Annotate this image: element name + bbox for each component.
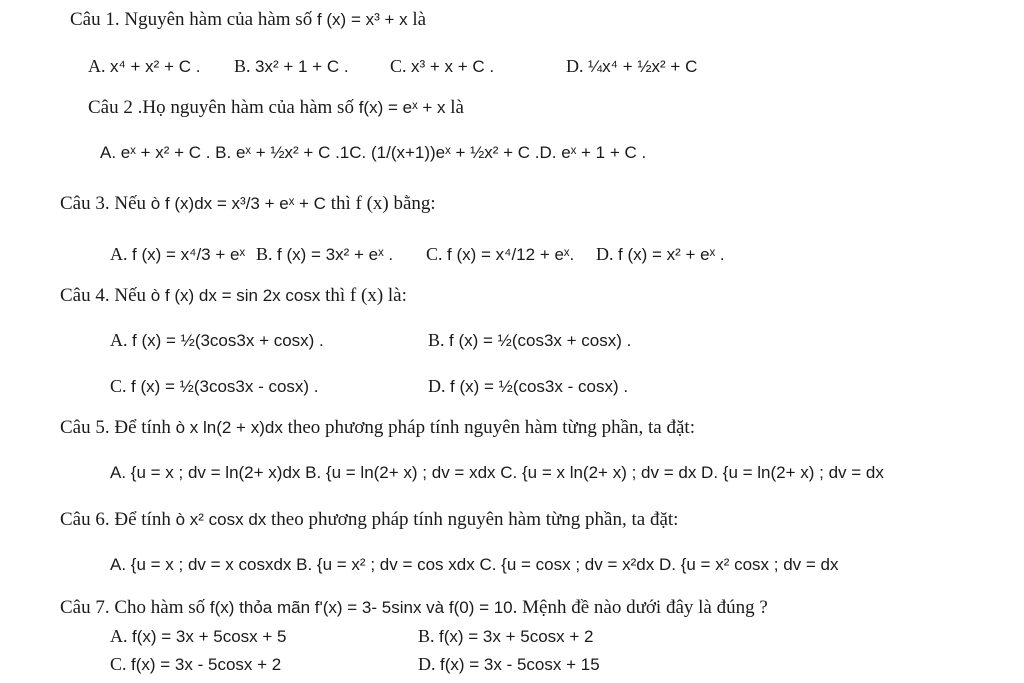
question-3-formula: ò f (x)dx = x³/3 + eˣ + C	[150, 194, 326, 213]
question-1-text: Câu 1. Nguyên hàm của hàm số	[70, 9, 317, 30]
question-1-option-c[interactable]: C. x³ + x + C .	[390, 56, 495, 76]
question-5-suffix: theo phương pháp tính nguyên hàm từng phần, ta đặt:	[282, 417, 695, 438]
question-3-stem	[60, 192, 436, 216]
question-4-option-a[interactable]: A. f (x) = ½(3cos3x + cosx) .	[110, 330, 324, 350]
question-1-option-a[interactable]: A. x⁴ + x² + C .	[88, 56, 201, 76]
question-1-option-d[interactable]: D. ¼x⁴ + ½x² + C	[566, 56, 698, 76]
question-7-stem	[60, 596, 768, 620]
question-7-option-c[interactable]: C. f(x) = 3x - 5cosx + 2	[110, 654, 282, 674]
question-7-text: Câu 7. Cho hàm số	[60, 597, 210, 618]
question-5-text: Câu 5. Để tính	[60, 417, 176, 438]
question-2-suffix: là	[445, 97, 464, 118]
question-3-suffix: thì f (x) bằng:	[325, 193, 436, 214]
question-4-stem	[60, 284, 407, 308]
question-2-options[interactable]: A. eˣ + x² + C . B. eˣ + ½x² + C .1C. (1/(x+1))eˣ + ½x² + C .D. eˣ + 1 + C .	[100, 143, 647, 162]
question-4-option-c[interactable]: C. f (x) = ½(3cos3x - cosx) .	[110, 376, 319, 396]
question-7-formula: f(x) thỏa mãn f'(x) = 3- 5sinx và f(0) = 10	[209, 598, 513, 617]
question-6-stem	[60, 508, 678, 532]
question-4-option-b[interactable]: B. f (x) = ½(cos3x + cosx) .	[428, 330, 632, 350]
question-7-suffix: . Mệnh đề nào dưới đây là đúng ?	[512, 597, 768, 618]
question-5-stem	[60, 416, 695, 440]
question-7-option-b[interactable]: B. f(x) = 3x + 5cosx + 2	[418, 626, 594, 646]
question-7-option-a[interactable]: A. f(x) = 3x + 5cosx + 5	[110, 626, 287, 646]
question-3-option-c[interactable]: C. f (x) = x⁴/12 + eˣ.	[426, 244, 575, 264]
question-3-option-b[interactable]: B. f (x) = 3x² + eˣ .	[256, 244, 394, 264]
question-6-suffix: theo phương pháp tính nguyên hàm từng phần, ta đặt:	[266, 509, 679, 530]
question-1-option-b[interactable]: B. 3x² + 1 + C .	[234, 56, 349, 76]
question-2-text: Câu 2 .Họ nguyên hàm của hàm số	[88, 97, 359, 118]
question-3-text: Câu 3. Nếu	[60, 193, 151, 214]
question-4-formula: ò f (x) dx = sin 2x cosx	[150, 286, 321, 305]
question-1-stem	[70, 8, 426, 32]
question-1-suffix: là	[407, 9, 427, 30]
question-4-option-d[interactable]: D. f (x) = ½(cos3x - cosx) .	[428, 376, 629, 396]
question-5-options[interactable]: A. {u = x ; dv = ln(2+ x)dx B. {u = ln(2+ x) ; dv = xdx C. {u = x ln(2+ x) ; dv = dx D. {u = ln(2+ x) ; dv = dx	[110, 463, 884, 482]
question-1-formula: f (x) = x³ + x	[316, 10, 408, 29]
question-7-option-d[interactable]: D. f(x) = 3x - 5cosx + 15	[418, 654, 600, 674]
question-2-stem	[88, 96, 464, 120]
question-6-text: Câu 6. Để tính	[60, 509, 176, 530]
question-3-option-d[interactable]: D. f (x) = x² + eˣ .	[596, 244, 725, 264]
question-6-options[interactable]: A. {u = x ; dv = x cosxdx B. {u = x² ; dv = cos xdx C. {u = cosx ; dv = x²dx D. {u = x² cosx ; dv = dx	[110, 555, 839, 574]
question-4-suffix: thì f (x) là:	[320, 285, 407, 306]
question-6-formula: ò x² cosx dx	[175, 510, 267, 529]
question-3-option-a[interactable]: A. f (x) = x⁴/3 + eˣ	[110, 244, 246, 264]
question-2-formula: f(x) = eˣ + x	[358, 98, 446, 117]
question-4-text: Câu 4. Nếu	[60, 285, 151, 306]
question-5-formula: ò x ln(2 + x)dx	[175, 418, 283, 437]
